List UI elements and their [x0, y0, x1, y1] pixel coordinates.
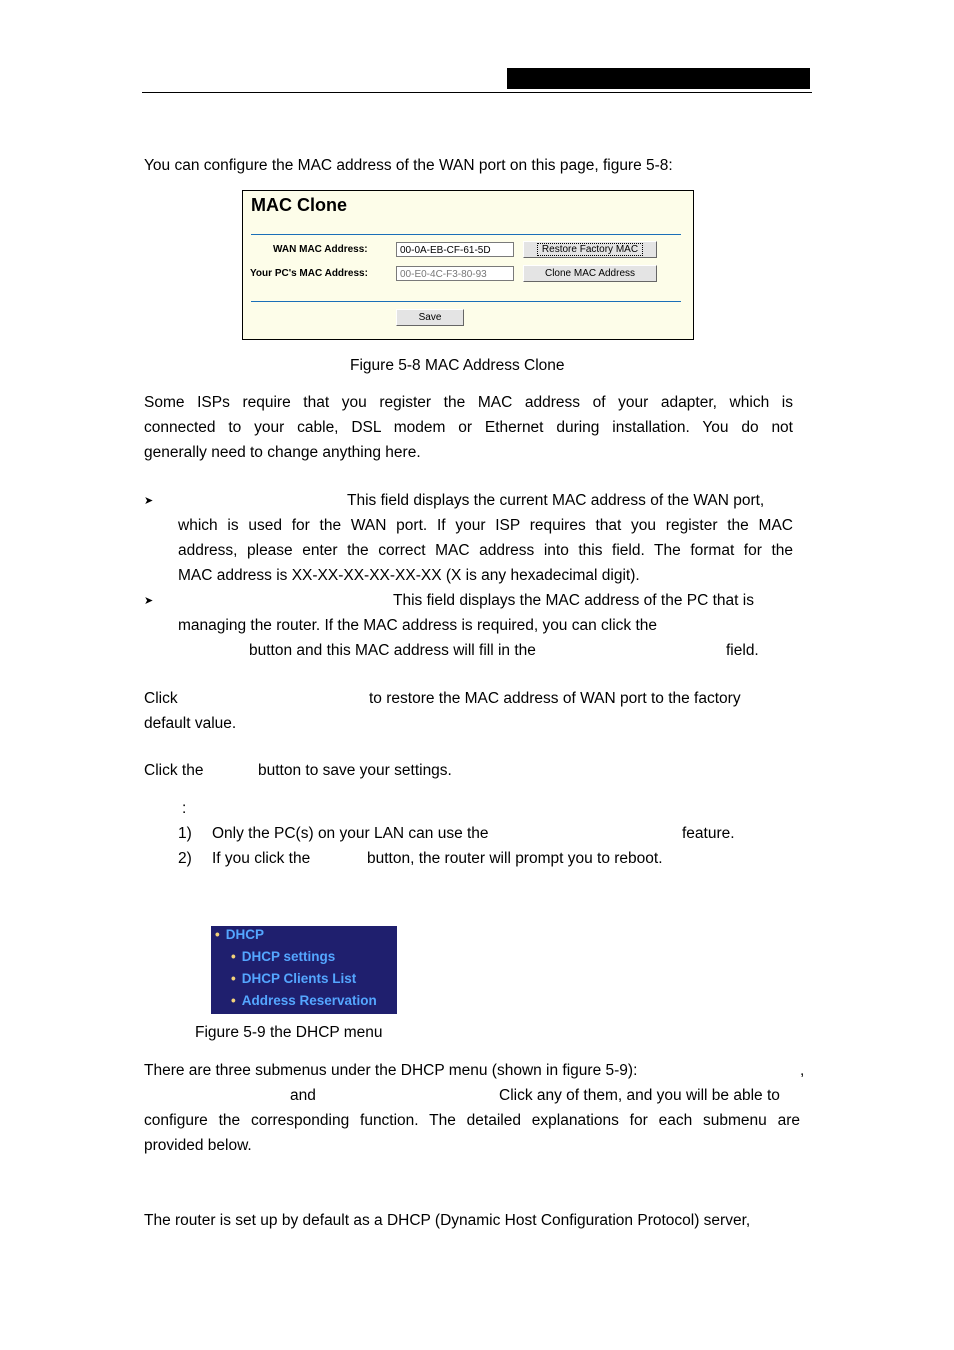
mac-top-divider: [251, 234, 681, 235]
note-1-text-b: feature.: [682, 825, 735, 842]
note-colon: :: [182, 800, 187, 817]
pc-mac-label: Your PC's MAC Address:: [250, 268, 368, 279]
isp-paragraph-line3: generally need to change anything here.: [144, 444, 421, 461]
dhcp-menu-item-address-reservation[interactable]: [231, 993, 377, 1008]
submenus-line3: configure the corresponding function. The detailed explanations for each submenu are: [144, 1112, 800, 1129]
clone-mac-address-button[interactable]: Clone MAC Address: [523, 265, 657, 282]
note-number-1: 1): [178, 825, 192, 842]
bullet-dot-icon: •: [231, 949, 236, 964]
bullet-arrow-icon: ➤: [144, 495, 154, 507]
wan-mac-desc-line1: This field displays the current MAC address of the WAN port,: [347, 492, 765, 509]
header-bar: [507, 68, 810, 89]
wan-mac-label: WAN MAC Address:: [273, 244, 368, 255]
bullet-dot-icon: •: [215, 927, 220, 942]
isp-paragraph-line1: Some ISPs require that you register the MAC address of your adapter, which is: [144, 394, 793, 411]
dhcp-menu-title-label: DHCP: [225, 927, 264, 942]
mac-clone-panel: [242, 190, 694, 340]
click-restore-line2: default value.: [144, 715, 237, 732]
wan-mac-desc-line4: MAC address is XX-XX-XX-XX-XX-XX (X is any hexadecimal digit).: [178, 567, 640, 584]
figure-5-9-caption: Figure 5-9 the DHCP menu: [195, 1024, 383, 1041]
pc-mac-desc-line3a: button and this MAC address will fill in the: [249, 642, 536, 659]
submenus-line4: provided below.: [144, 1137, 252, 1154]
header-rule: [142, 92, 812, 93]
click-save-a: Click the: [144, 762, 204, 779]
dhcp-server-text: The router is set up by default as a DHCP (Dynamic Host Configuration Protocol) server,: [144, 1212, 751, 1229]
restore-factory-mac-button[interactable]: [523, 241, 657, 258]
wan-mac-desc-line2: which is used for the WAN port. If your ISP requires that you register the MAC: [178, 517, 793, 534]
submenus-line1: There are three submenus under the DHCP menu (shown in figure 5-9):: [144, 1062, 638, 1079]
click-save-b: button to save your settings.: [258, 762, 452, 779]
dhcp-menu-item-settings[interactable]: [231, 949, 335, 964]
pc-mac-desc-line2: managing the router. If the MAC address is required, you can click the: [178, 617, 658, 634]
note-number-2: 2): [178, 850, 192, 867]
note-1-text-a: Only the PC(s) on your LAN can use the: [212, 825, 489, 842]
dhcp-menu-title[interactable]: [215, 927, 264, 942]
mac-clone-title: MAC Clone: [251, 195, 347, 215]
dhcp-menu-item-clients-list[interactable]: [231, 971, 356, 986]
intro-text: You can configure the MAC address of the WAN port on this page, figure 5-8:: [144, 157, 673, 174]
bullet-dot-icon: •: [231, 971, 236, 986]
submenus-and: and: [290, 1087, 316, 1104]
submenus-comma: ,: [800, 1062, 805, 1079]
note-2-text-b: button, the router will prompt you to reboot.: [367, 850, 663, 867]
wan-mac-desc-line3: address, please enter the correct MAC address into this field. The format for the: [178, 542, 793, 559]
figure-5-8-caption: Figure 5-8 MAC Address Clone: [350, 357, 565, 374]
dhcp-menu-item-label: DHCP settings: [241, 949, 336, 964]
mac-bottom-divider: [251, 301, 681, 302]
pc-mac-desc-line3b: field.: [726, 642, 759, 659]
note-2-text-a: If you click the: [212, 850, 311, 867]
bullet-arrow-icon: ➤: [144, 595, 154, 607]
isp-paragraph-line2: connected to your cable, DSL modem or Ethernet during installation. You do not: [144, 419, 793, 436]
dhcp-menu-figure: [211, 926, 397, 1014]
submenus-line2b: Click any of them, and you will be able to: [499, 1087, 780, 1104]
pc-mac-input: 00-E0-4C-F3-80-93: [396, 266, 514, 281]
click-restore-b: to restore the MAC address of WAN port to the factory: [369, 690, 741, 707]
restore-factory-mac-label: Restore Factory MAC: [537, 243, 643, 256]
pc-mac-desc-line1: This field displays the MAC address of the PC that is: [393, 592, 754, 609]
bullet-dot-icon: •: [231, 993, 236, 1008]
dhcp-menu-item-label: Address Reservation: [241, 993, 377, 1008]
click-restore-a: Click: [144, 690, 178, 707]
dhcp-menu-item-label: DHCP Clients List: [241, 971, 357, 986]
save-button[interactable]: Save: [396, 309, 464, 326]
wan-mac-input[interactable]: 00-0A-EB-CF-61-5D: [396, 242, 514, 257]
